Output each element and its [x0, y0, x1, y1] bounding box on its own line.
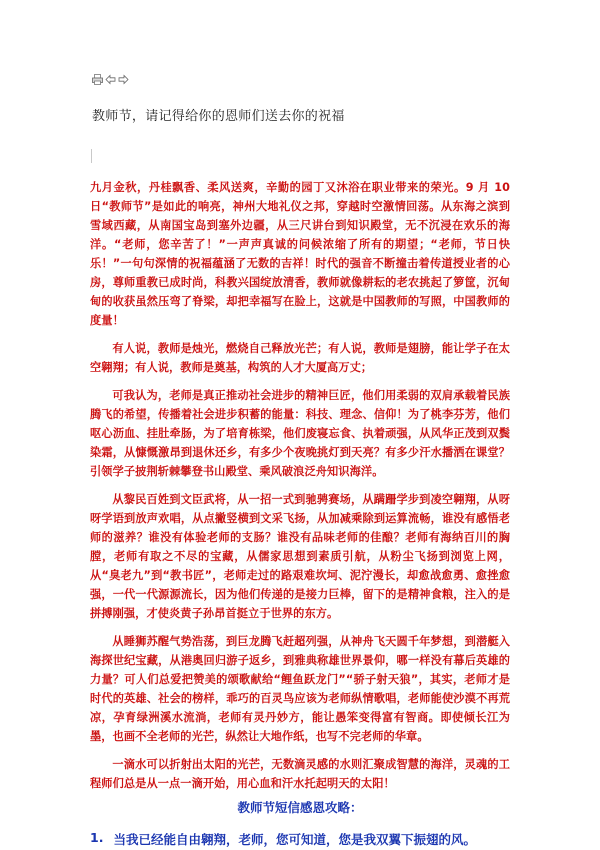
- tip-item: [90, 830, 510, 848]
- paragraph-2: 有人说，教师是烛光，燃烧自己释放光芒；有人说，教师是翅膀，能让学子在太空翱翔；有人说，教师是奠基，构筑的人才大厦高万丈；: [90, 342, 510, 374]
- paragraph-3: 可我认为，老师是真正推动社会进步的精神巨匠，他们用柔弱的双肩承载着民族腾飞的希望，传播着社会进步积蓄的能量：科技、理念、信仰！为了桃李芬芳，他们呕心沥血、挂肚牵肠，为了培育栋梁，他们废寝忘食、执着顽强，从风华正茂到双鬓染霜，从慷慨激昂到退休还乡，有多少个夜晚挑灯到天亮？有多少汗水播洒在课堂？引领学子披荆斩棘攀登书山殿堂、乘风破浪泛舟知识海洋。: [90, 389, 510, 478]
- paragraph-5: 从睡狮苏醒气势浩荡，到巨龙腾飞赶超列强，从神舟飞天圆千年梦想，到潜艇入海探世纪宝藏，从港奥回归游子返乡，到雅典称雄世界景仰，哪一样没有幕后英雄的力量？可人们总爱把赞美的颂歌献给“鲤鱼跃龙门”“骄子射天狼”，其实，老师才是时代的英雄、社会的榜样，乖巧的百灵鸟应该为老师纵情歌唱，老师能使沙漠不再荒凉，孕育绿洲溪水流淌，老师有灵丹妙方，能让愚笨变得富有智商。即使倾长江为墨，也画不全老师的光芒，纵然让大地作纸，也写不完老师的华章。: [90, 635, 510, 743]
- article-body: [90, 178, 510, 848]
- article-title: 教师节，请记得给你的恩师们送去你的祝福: [92, 109, 345, 124]
- text-cursor: [91, 149, 92, 163]
- tip-text: 当我已经能自由翱翔，老师，您可知道，您是我双翼下振翅的风。: [113, 832, 476, 847]
- tip-number: 1.: [90, 830, 104, 845]
- paragraph-4: 从黎民百姓到文臣武将，从一招一式到驰骋赛场，从蹒跚学步到凌空翱翔，从呀呀学语到放声欢唱，从点撇竖横到文采飞扬，从加减乘除到运算流畅，谁没有感悟老师的滋养？谁没有体验老师的支肠？谁没有品味老师的佳酿？老师有海纳百川的胸膛，老师有取之不尽的宝藏，从儒家思想到素质引航，从粉尘飞扬到浏览上网，从“臭老九”到“教书匠”，老师走过的路艰难坎坷、泥泞漫长，却愈战愈勇、愈挫愈强，一代一代源源流长，因为他们传递的是接力巨棒，留下的是精神食粮，注入的是拼搏刚强，才使炎黄子孙昂首挺立于世界的东方。: [90, 493, 510, 620]
- paragraph-6: 一滴水可以折射出太阳的光芒，无数滴灵感的水则汇聚成智慧的海洋，灵魂的工程师们总是从一点一滴开始，用心血和汗水托起明天的太阳！: [90, 758, 510, 790]
- paragraph-1: 九月金秋，丹桂飘香、柔风送爽，辛勤的园丁又沐浴在职业带来的荣光。9 月 10 日“教师节”是如此的响亮，神州大地礼仪之邦，穿越时空激情回荡。从东海之滨到雪域西藏，从南国宝岛到塞外边疆，从三尺讲台到知识殿堂，无不沉浸在欢乐的海洋。“老师，您辛苦了！”一声声真诚的问候浓缩了所有的期望；“老师，节日快乐！”一句句深情的祝福蕴涵了无数的吉祥！时代的强音不断撞击着传道授业者的心房，尊师重教已成时尚，科教兴国绽放清香，教师就像耕耘的老农挑起了箩筐，沉甸甸的收获虽然压弯了脊梁，却把幸福写在脸上，这就是中国教师的写照，中国教师的度量！: [90, 181, 510, 327]
- section-heading: 教师节短信感恩攻略：: [237, 800, 363, 815]
- forward-arrow-icon[interactable]: [118, 74, 129, 85]
- print-icon[interactable]: [92, 74, 103, 85]
- toolbar: [92, 74, 129, 85]
- back-arrow-icon[interactable]: [105, 74, 116, 85]
